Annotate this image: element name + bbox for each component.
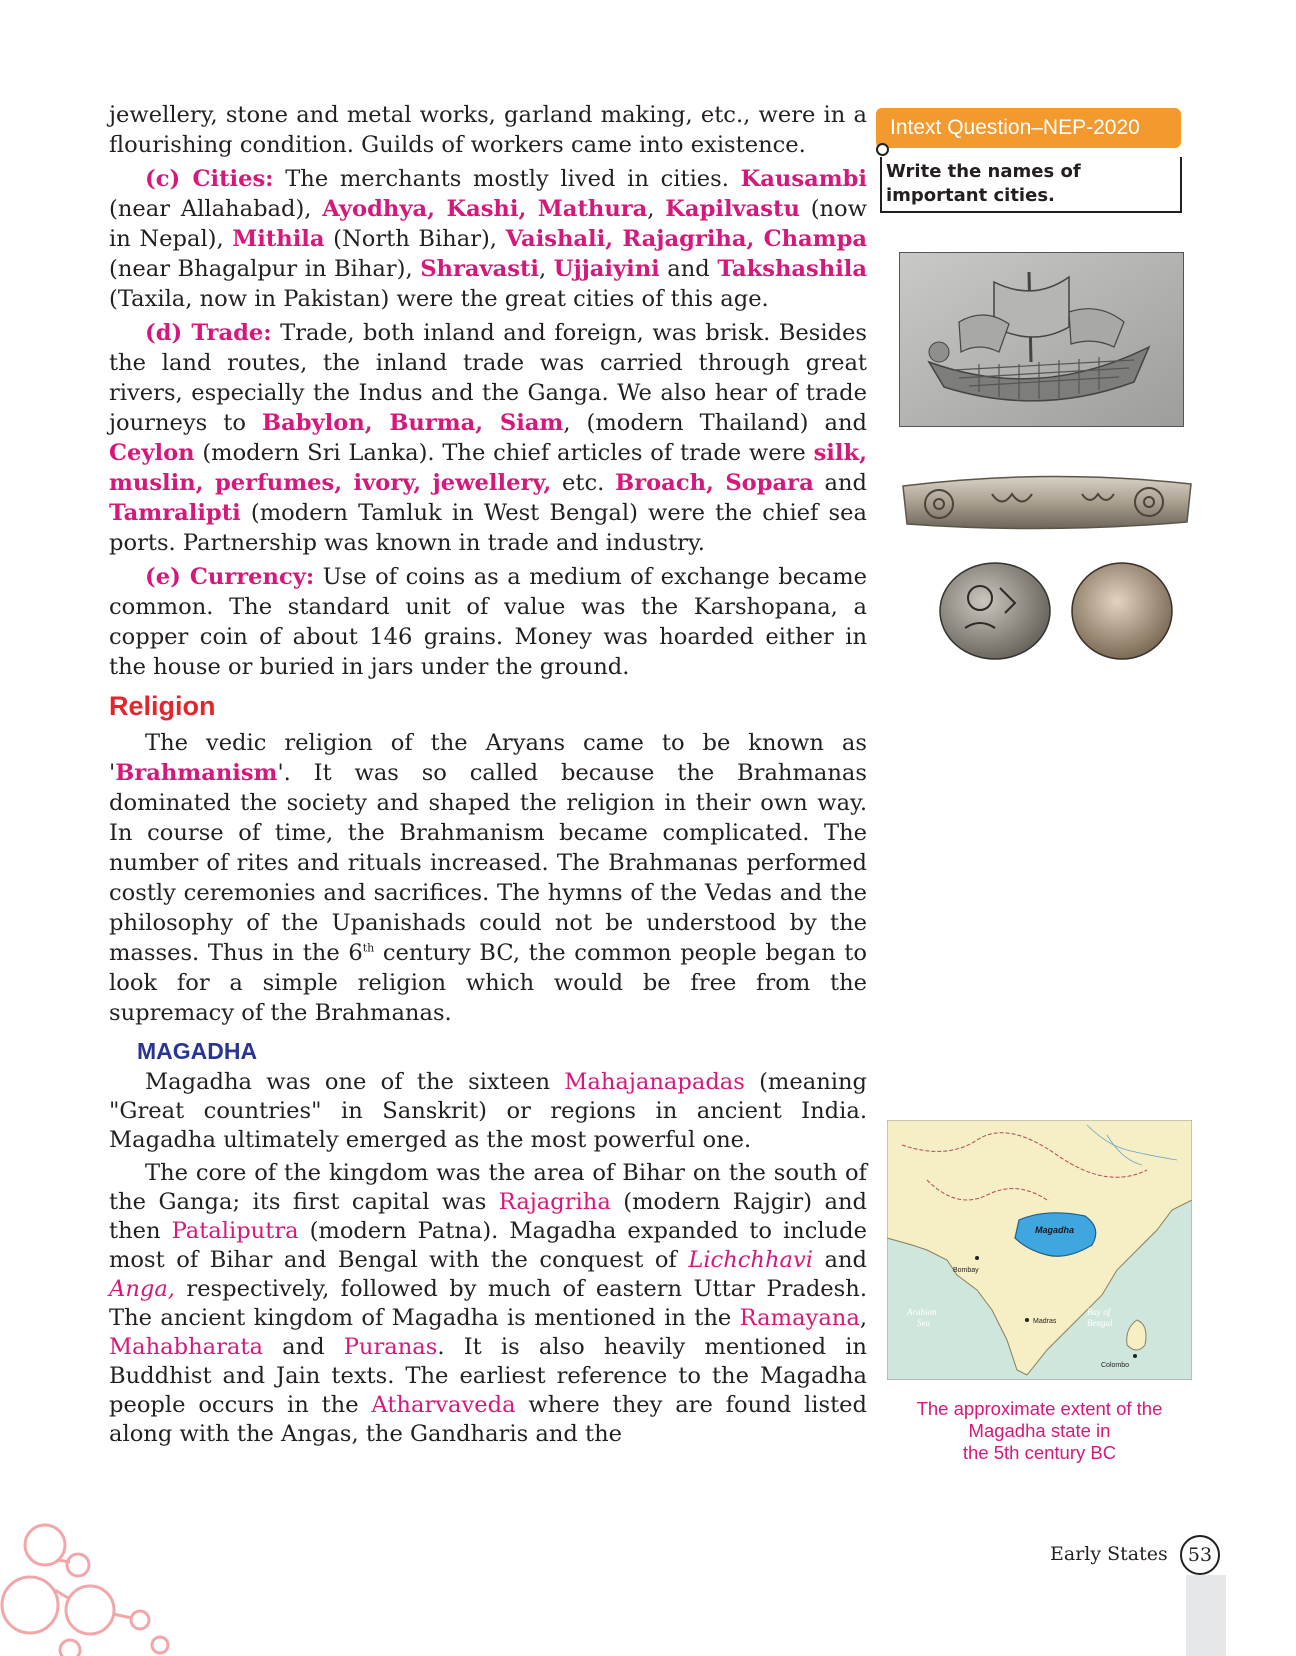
- map-caption: The approximate extent of the Magadha state in the 5th century BC: [916, 1398, 1163, 1463]
- paragraph-guilds: jewellery, stone and metal works, garland making, etc., were in a flourishing condition. Guilds of workers came into existence.: [109, 102, 867, 158]
- map-label-magadha: Magadha: [1035, 1225, 1075, 1235]
- paragraph-religion: The vedic religion of the Aryans came to be known as 'Brahmanism'. It was so called because the Brahmanas dominated the society and shaped the religion in their own way. In course of time, the Brahmanism became complicated. The number of rites and rituals increased. The Brahmanas performed costly ceremonies and sacrifices. The hymns of the Vedas and the philosophy of the Upanishads could not be understood by the masses. Thus in the 6th century BC, the common people began to look for a simple religion which would be free from the supremacy of the Brahmanas.: [109, 730, 867, 1026]
- tab-connector-dot: [876, 143, 889, 156]
- map-label-bay-1: Bay of: [1087, 1307, 1111, 1317]
- map-label-arabian-sea-2: Sea: [917, 1318, 930, 1328]
- chapter-name: Early States: [1050, 1543, 1168, 1565]
- paragraph-cities: (c) Cities: The merchants mostly lived in cities. Kausambi (near Allahabad), Ayodhya, Kashi, Mathura, Kapilvastu (now in Nepal), Mithila (North Bihar), Vaishali, Rajagriha, Champa (near Bhagalpur in Bihar), Shravasti, Ujjaiyini and Takshashila (Taxila, now in Pakistan) were the great cities of this age.: [109, 166, 868, 312]
- ship-relief-image: [899, 252, 1184, 427]
- religion-heading: Religion: [109, 691, 216, 721]
- paragraph-magadha-core: The core of the kingdom was the area of Bihar on the south of the Ganga; its first capital was Rajagriha (modern Rajgir) and then Pataliputra (modern Patna). Magadha expanded to include most of Bihar and Bengal with the conquest of Lichchhavi and Anga, respectively, followed by much of eastern Uttar Pradesh. The ancient kingdom of Magadha is mentioned in the Ramayana, Mahabharata and Puranas. It is also heavily mentioned in Buddhist and Jain texts. The earliest reference to the Magadha people occurs in the Atharvaveda where they are found listed along with the Angas, the Gandharis and the: [109, 1160, 868, 1447]
- cities-subheading: (c) Cities:: [145, 166, 274, 192]
- magadha-map: [887, 1120, 1192, 1380]
- paragraph-currency: (e) Currency: Use of coins as a medium of exchange became common. The standard unit of value was the Karshopana, a copper coin of about 146 grains. Money was hoarded either in the house or buried in jars under the ground.: [109, 564, 867, 680]
- bar-coin-image: [897, 466, 1197, 536]
- trade-subheading: (d) Trade:: [145, 320, 272, 346]
- paragraph-trade: (d) Trade: Trade, both inland and foreign, was brisk. Besides the land routes, the inland trade was carried through great rivers, especially the Indus and the Ganga. We also hear of trade journeys to Babylon, Burma, Siam, (modern Thailand) and Ceylon (modern Sri Lanka). The chief articles of trade were silk, muslin, perfumes, ivory, jewellery, etc. Broach, Sopara and Tamralipti (modern Tamluk in West Bengal) were the chief sea ports. Partnership was known in trade and industry.: [109, 320, 867, 556]
- currency-subheading: (e) Currency:: [145, 564, 315, 590]
- map-label-colombo: Colombo: [1101, 1362, 1130, 1369]
- decorative-circles-icon: [0, 1510, 190, 1656]
- intext-question-tab: Intext Question–NEP-2020: [876, 108, 1181, 148]
- intext-question-box: Write the names of important cities.: [880, 157, 1182, 213]
- punch-marked-coins-image: [930, 553, 1185, 663]
- page-number: 53: [1180, 1535, 1220, 1575]
- main-column: [109, 100, 867, 1449]
- map-label-madras: Madras: [1033, 1318, 1057, 1325]
- map-label-bombay: Bombay: [953, 1267, 979, 1274]
- map-label-arabian-sea-1: Arabian: [907, 1307, 937, 1317]
- page-tab-strip: [1186, 1575, 1226, 1656]
- paragraph-magadha-intro: Magadha was one of the sixteen Mahajanapadas (meaning "Great countries" in Sanskrit) or regions in ancient India. Magadha ultimately emerged as the most powerful one.: [109, 1069, 867, 1153]
- magadha-heading: MAGADHA: [137, 1038, 258, 1064]
- map-label-bay-2: Bengal: [1087, 1318, 1113, 1328]
